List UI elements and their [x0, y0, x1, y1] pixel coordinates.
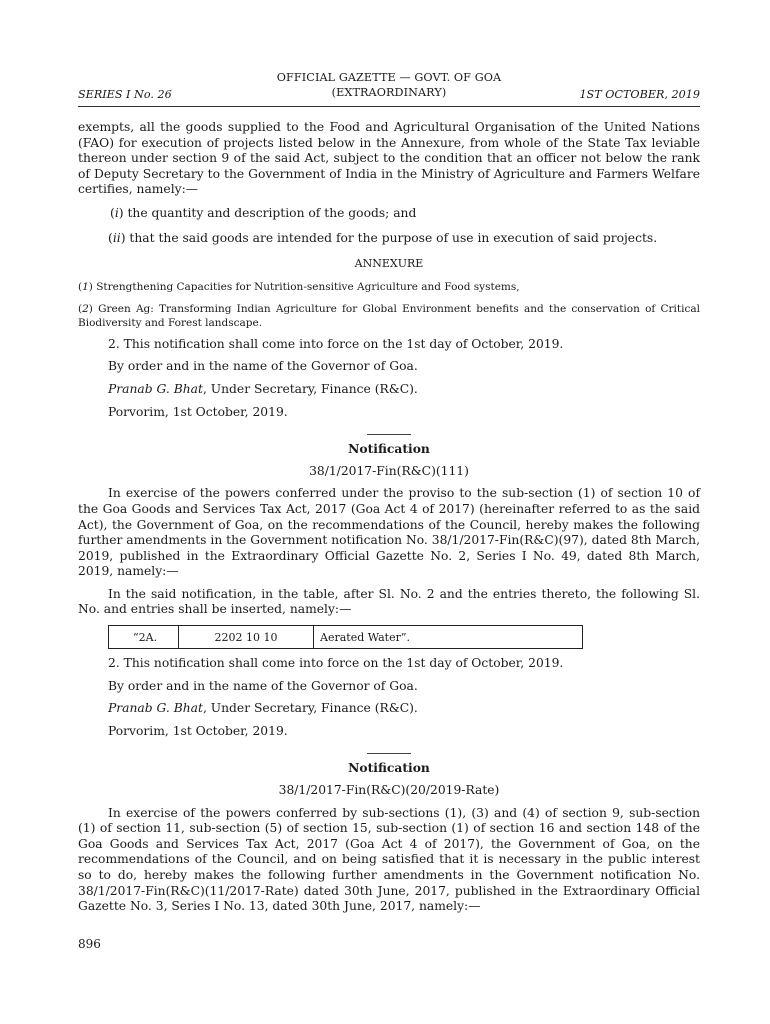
force-clause-1: 2. This notification shall come into force on the 1st day of October, 2019.	[108, 336, 564, 351]
order-line-1: By order and in the name of the Governor of Goa.	[108, 359, 418, 374]
notification-number-2: 38/1/2017-Fin(R&C)(20/2019-Rate)	[278, 783, 500, 798]
order-line-2: By order and in the name of the Governor of Goa.	[108, 678, 418, 693]
signer-name-1: Pranab G. Bhat	[108, 381, 203, 396]
signature-1	[78, 382, 700, 398]
intro-paragraph: exempts, all the goods supplied to the Food and Agricultural Organisation of the United Nations (FAO) for execution of projects listed below in the Annexure, from whole of the State Tax leviable thereon under section 9 of the said Act, subject to the condition that an officer not below the rank of Deputy Secretary to the Government of India in the Ministry of Agriculture and Farmers Welfare certifies, namely:—	[78, 120, 700, 197]
annexure-item-1-text: Strengthening Capacities for Nutrition-sensitive Agriculture and Food systems,	[92, 280, 520, 293]
page-header	[78, 70, 700, 104]
table-cell-description: Aerated Water”.	[320, 630, 410, 644]
gazette-page	[78, 70, 700, 915]
force-clause-2: 2. This notification shall come into force on the 1st day of October, 2019.	[108, 656, 564, 671]
notification-title-1: Notification	[348, 441, 430, 457]
notification-title-2: Notification	[348, 760, 430, 776]
condition-ii: (ii) that the said goods are intended for the purpose of use in execution of said projects.	[108, 230, 658, 245]
condition-i-num: i	[114, 205, 119, 220]
place-date-2: Porvorim, 1st October, 2019.	[108, 723, 288, 738]
gazette-title-line1: OFFICIAL GAZETTE — GOVT. OF GOA	[276, 71, 502, 84]
annexure-item-2: (2) Green Ag: Transforming Indian Agriculture for Global Environment benefits and the conservation of Critical Biodiversity and Forest landscape.	[78, 302, 700, 329]
signature-2	[78, 701, 700, 717]
condition-ii-num: ii	[112, 230, 121, 245]
notification-2-para1: In exercise of the powers conferred by sub-sections (1), (3) and (4) of section 9, sub-section (1) of section 11, sub-section (5) of section 15, sub-section (1) of section 16 and section 148 of the Goa Goods and Services Tax Act, 2017 (Goa Act 4 of 2017), the Government of Goa, on the recommendations of the Council, and on being satisfied that it is necessary in the public interest so to do, hereby makes the following further amendments in the Government notification No. 38/1/2017-Fin(R&C)(11/2017-Rate) dated 30th June, 2017, published in the Extraordinary Official Gazette No. 3, Series I No. 13, dated 30th June, 2017, namely:—	[78, 805, 700, 914]
condition-ii-text: that the said goods are intended for the purpose of use in execution of said projects.	[125, 230, 658, 245]
signer-name-2: Pranab G. Bhat	[108, 701, 203, 716]
table-cell-code: 2202 10 10	[179, 626, 314, 648]
signer-title-2: , Under Secretary, Finance (R&C).	[202, 701, 418, 716]
annexure-heading: ANNEXURE	[354, 257, 424, 271]
notification-1-para1: In exercise of the powers conferred under the proviso to the sub-section (1) of section 10 of the Goa Goods and Services Tax Act, 2017 (Goa Act 4 of 2017) (hereinafter referred to as the said Act), the Government of Goa, on the recommendations of the Council, hereby makes the following further amendments in the Government notification No. 38/1/2017-Fin(R&C)(97), dated 8th March, 2019, published in the Extraordinary Official Gazette No. 2, Series I No. 49, dated 8th March, 2019, namely:—	[78, 486, 700, 579]
series-label: SERIES I No. 26	[78, 88, 172, 101]
page-number: 896	[78, 937, 101, 951]
table-cell-sl: “2A.	[109, 626, 179, 648]
issue-date: 1ST OCTOBER, 2019	[579, 88, 700, 101]
condition-i: (i) the quantity and description of the goods; and	[110, 205, 417, 220]
condition-i-text: the quantity and description of the goods; and	[123, 205, 417, 220]
place-date-1: Porvorim, 1st October, 2019.	[108, 404, 288, 419]
annexure-item-2-num: 2	[82, 302, 89, 315]
annexure-item-2-text: Green Ag: Transforming Indian Agriculture for Global Environment benefits and the conservation of Critical Biodiversity and Forest landscape.	[78, 302, 700, 329]
notification-1-para2: In the said notification, in the table, after Sl. No. 2 and the entries thereto, the following Sl. No. and entries shall be inserted, namely:—	[78, 586, 700, 617]
entries-table	[108, 625, 583, 649]
notification-number-1: 38/1/2017-Fin(R&C)(111)	[309, 463, 469, 478]
section-separator-1	[367, 434, 411, 435]
signer-title-1: , Under Secretary, Finance (R&C).	[202, 381, 418, 396]
annexure-item-1-num: 1	[82, 280, 89, 293]
gazette-title-line2: (EXTRAORDINARY)	[331, 86, 447, 99]
header-rule	[78, 106, 700, 107]
annexure-item-1: (1) Strengthening Capacities for Nutrition-sensitive Agriculture and Food systems,	[78, 280, 520, 293]
section-separator-2	[367, 753, 411, 754]
